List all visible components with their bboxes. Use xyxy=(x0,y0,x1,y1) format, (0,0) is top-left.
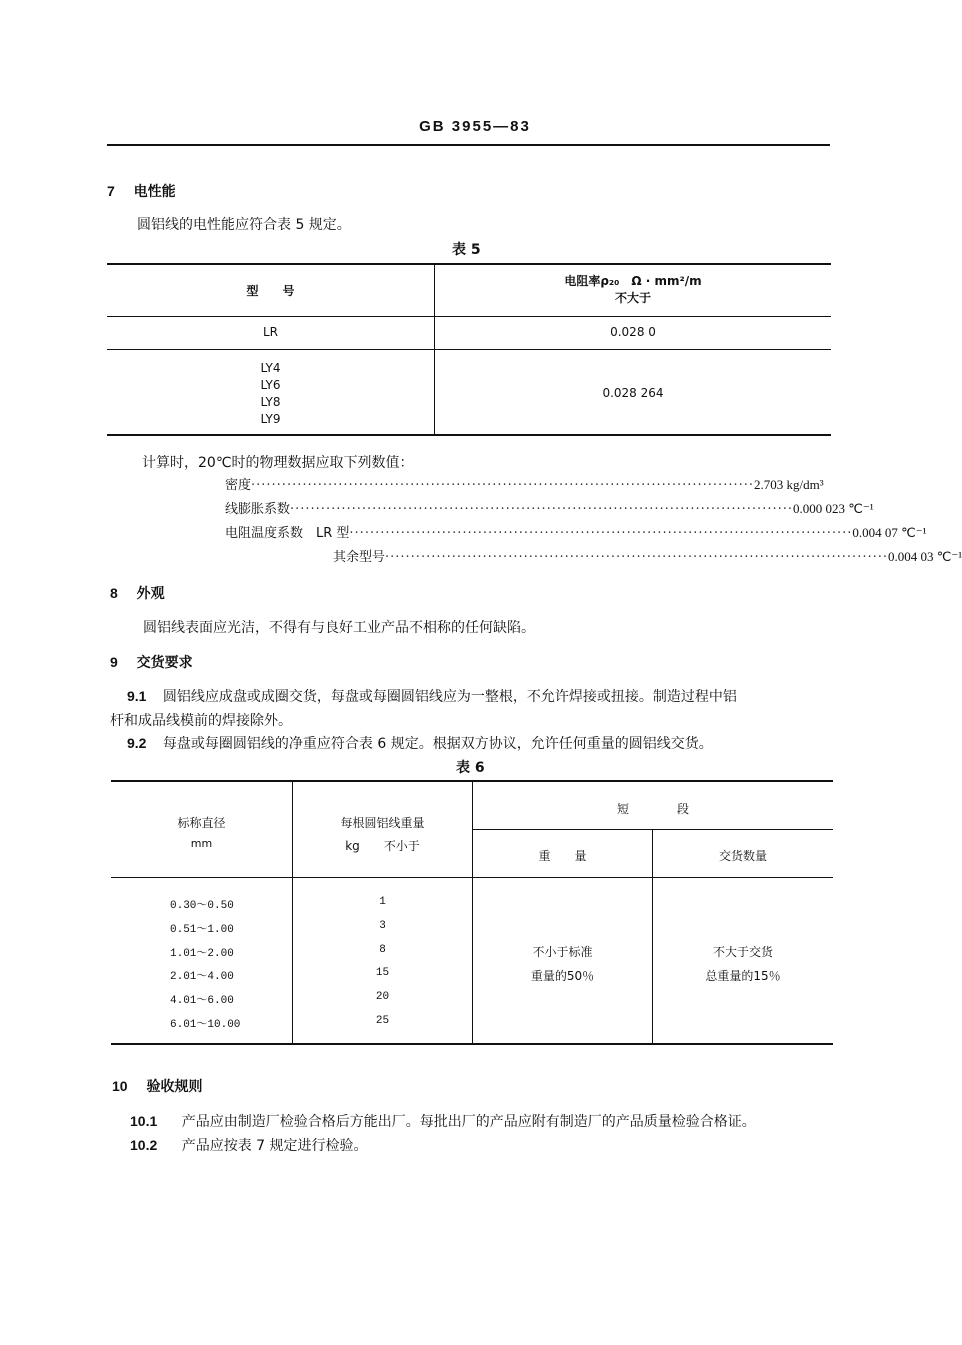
section-9-heading xyxy=(110,652,193,672)
clause-9-2-text: 每盘或每圈圆铝线的净重应符合表 6 规定。根据双方协议，允许任何重量的圆铝线交货。 xyxy=(162,736,713,752)
physical-temp-coef-lr xyxy=(225,522,927,541)
table-6-header-rule xyxy=(111,877,833,878)
leader-dots: ·································································································· xyxy=(349,526,853,541)
table-5-header-type: 型 号 xyxy=(246,284,295,298)
table-6-header-short-section: 短 段 xyxy=(616,802,689,816)
table-6-header-weight xyxy=(293,814,472,854)
physical-value: 2.703 kg/dm³ xyxy=(753,477,824,492)
section-9-title: 交货要求 xyxy=(136,655,193,671)
table-5-row-lr-type: LR xyxy=(262,325,279,339)
diameter-unit: mm xyxy=(190,837,213,850)
physical-value: 0.000 023 ℃⁻¹ xyxy=(792,501,874,516)
section-7-text: 圆铝线的电性能应符合表 5 规定。 xyxy=(137,217,351,233)
clause-10-1 xyxy=(130,1111,756,1131)
table-5-row-divider xyxy=(107,316,831,317)
clause-10-1-text: 产品应由制造厂检验合格后方能出厂。每批出厂的产品应附有制造厂的产品质量检验合格证。 xyxy=(181,1114,756,1130)
table-6-subheader-quantity: 交货数量 xyxy=(718,849,767,863)
physical-label: 电阻温度系数 LR 型 xyxy=(225,526,350,541)
section-9-number: 9 xyxy=(110,654,118,670)
calc-intro: 计算时，20℃时的物理数据应取下列数值： xyxy=(142,455,414,471)
type-ly6: LY6 xyxy=(260,378,281,392)
table-6-header-diameter xyxy=(111,814,292,850)
section-8-number: 8 xyxy=(110,585,118,601)
short-weight-line1: 不小于标准 xyxy=(532,945,593,959)
section-10-number: 10 xyxy=(112,1078,128,1094)
physical-value: 0.004 07 ℃⁻¹ xyxy=(852,525,927,540)
weight-row: 3 xyxy=(379,920,386,932)
section-7-title: 电性能 xyxy=(133,184,176,200)
physical-expansion xyxy=(225,498,874,517)
physical-label: 密度 xyxy=(225,478,252,493)
table-5-row-ly-types xyxy=(107,360,434,428)
weight-row: 25 xyxy=(375,1015,390,1027)
short-weight-rule xyxy=(473,940,652,988)
short-weight-line2: 重量的50％ xyxy=(530,969,595,983)
clause-9-2 xyxy=(127,733,713,753)
table-5-header-resistivity xyxy=(435,273,831,307)
section-8-text: 圆铝线表面应光洁，不得有与良好工业产品不相称的任何缺陷。 xyxy=(143,620,535,636)
header-rule xyxy=(107,144,830,146)
section-7-heading xyxy=(107,181,176,201)
diameter-row: 0.30～0.50 xyxy=(170,900,234,912)
diameter-row: 2.01～4.00 xyxy=(170,971,234,983)
section-10-title: 验收规则 xyxy=(146,1079,203,1095)
diameter-label: 标称直径 xyxy=(177,816,226,830)
diameter-row: 1.01～2.00 xyxy=(170,948,234,960)
table-5 xyxy=(107,263,831,436)
leader-dots: ·································································································· xyxy=(290,502,793,517)
clause-9-2-number: 9.2 xyxy=(127,735,147,751)
clause-10-2-text: 产品应按表 7 规定进行检验。 xyxy=(181,1138,368,1154)
short-qty-line1: 不大于交货 xyxy=(712,945,773,959)
physical-label: 线膨胀系数 xyxy=(225,502,291,517)
table-5-row-lr-value: 0.028 0 xyxy=(610,325,656,339)
section-8-heading xyxy=(110,583,165,603)
clause-10-2 xyxy=(130,1135,368,1155)
clause-10-2-number: 10.2 xyxy=(130,1137,158,1153)
table-6 xyxy=(111,780,833,1045)
clause-9-1-line1: 圆铝线应成盘或成圈交货，每盘或每圈圆铝线应为一整根，不允许焊接或扭接。制造过程中铝 xyxy=(162,689,737,705)
weight-row: 20 xyxy=(375,991,390,1003)
weight-unit: kg 不小于 xyxy=(345,839,420,853)
weight-row: 8 xyxy=(379,944,386,956)
table-6-column-divider xyxy=(472,782,473,1043)
short-qty-line2: 总重量的15％ xyxy=(705,969,781,983)
type-ly4: LY4 xyxy=(260,361,281,375)
clause-9-1-number: 9.1 xyxy=(127,688,147,704)
weight-label: 每根圆铝线重量 xyxy=(340,816,425,830)
section-8-title: 外观 xyxy=(136,586,165,602)
physical-label: 其余型号 xyxy=(333,550,386,565)
physical-density xyxy=(225,474,824,493)
leader-dots: ·································································································· xyxy=(251,478,754,493)
section-10-heading xyxy=(112,1076,202,1096)
clause-10-1-number: 10.1 xyxy=(130,1113,158,1129)
short-quantity-rule xyxy=(653,940,833,988)
table-5-row-ly-value: 0.028 264 xyxy=(602,386,664,400)
type-ly8: LY8 xyxy=(260,395,281,409)
table-6-caption: 表 6 xyxy=(456,760,485,776)
table-6-subheader-weight: 重 量 xyxy=(538,849,587,863)
resistivity-label: 电阻率ρ₂₀ Ω · mm²/m xyxy=(564,274,702,288)
table-5-row-divider xyxy=(107,349,831,350)
resistivity-limit: 不大于 xyxy=(614,291,651,305)
clause-9-1-line2: 杆和成品线模前的焊接除外。 xyxy=(110,713,292,729)
physical-temp-coef-other xyxy=(333,546,962,565)
physical-value: 0.004 03 ℃⁻¹ xyxy=(887,549,962,564)
table-6-subheader-rule xyxy=(472,829,833,830)
leader-dots: ·································································································· xyxy=(385,550,888,565)
section-7-number: 7 xyxy=(107,183,115,199)
type-ly9: LY9 xyxy=(260,412,281,426)
page-header: GB 3955—83 xyxy=(419,118,531,135)
diameter-row: 4.01～6.00 xyxy=(170,995,234,1007)
weight-row: 1 xyxy=(379,896,386,908)
weight-row: 15 xyxy=(375,967,390,979)
clause-9-1 xyxy=(127,686,737,706)
diameter-row: 6.01～10.00 xyxy=(170,1019,241,1031)
diameter-row: 0.51～1.00 xyxy=(170,924,234,936)
table-5-caption: 表 5 xyxy=(452,242,481,258)
